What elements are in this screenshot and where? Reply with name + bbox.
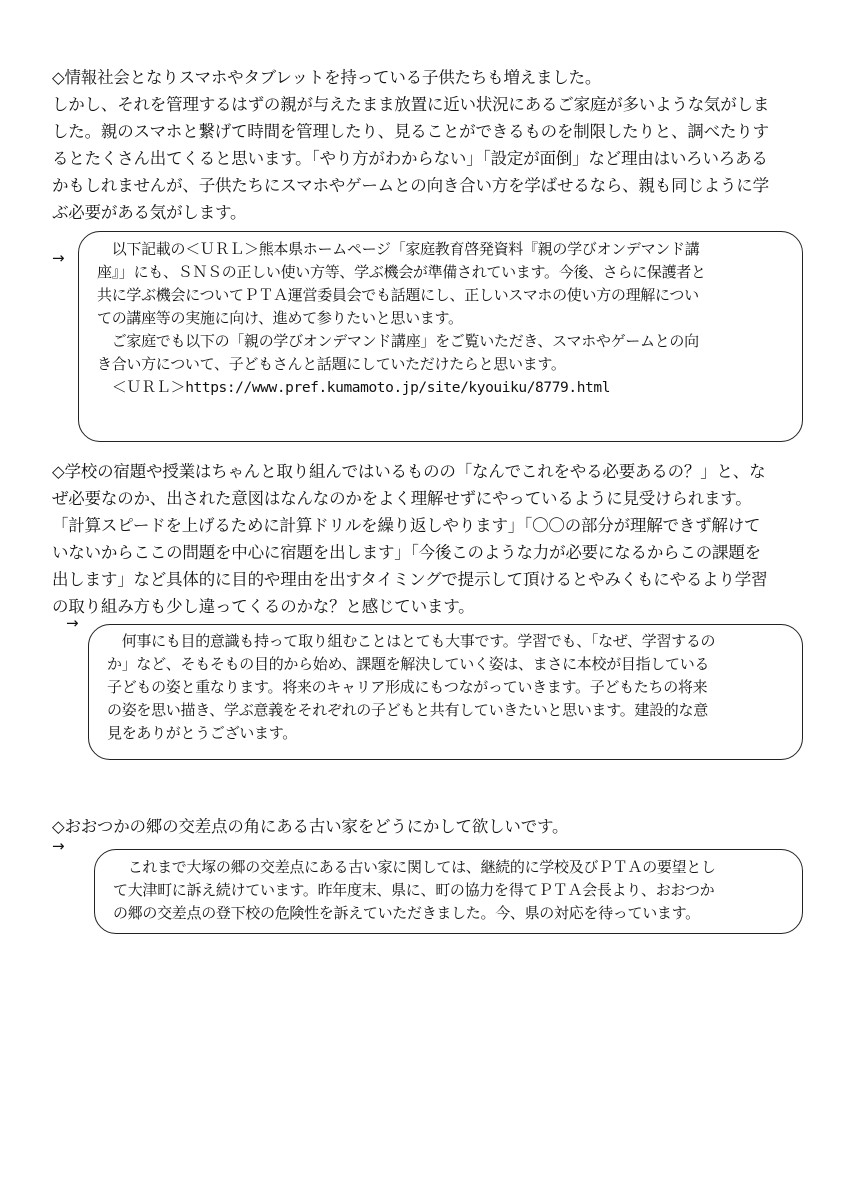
question-line: の取り組み方も少し違ってくるのかな？と感じています。	[52, 597, 475, 616]
question-line: 「計算スピードを上げるために計算ドリルを繰り返しやります」「〇〇の部分が理解できず解けて	[52, 516, 761, 535]
answer-line: これまで大塚の郷の交差点にある古い家に関しては、継続的に学校及びＰＴＡの要望とし	[113, 858, 716, 876]
answer-line: 何事にも目的意識も持って取り組むことはとても大事です。学習でも、「なぜ、学習するの	[107, 632, 716, 650]
question-line: 出します」など具体的に目的や理由を出すタイミングで提示して頂けるとやみくもにやるより学習	[52, 570, 768, 589]
question-line: ◇おおつかの郷の交差点の角にある古い家をどうにかして欲しいです。	[52, 817, 569, 836]
question-line: いないからここの問題を中心に宿題を出します」「今後このような力が必要になるからこの課題を	[52, 543, 761, 562]
question-2	[52, 458, 802, 620]
answer-line: ての講座等の実施に向け、進めて参りたいと思います。	[97, 309, 463, 327]
url-label: ＜ＵＲＬ＞	[97, 378, 186, 396]
url-link[interactable]: https://www.pref.kumamoto.jp/site/kyouiku/8779.html	[185, 380, 611, 396]
question-line: した。親のスマホと繋げて時間を管理したり、見ることができるものを制限したりと、調べたりす	[52, 122, 769, 141]
arrow-icon: →	[66, 614, 79, 632]
question-line: ぜ必要なのか、出された意図はなんなのかをよく理解せずにやっているように見受けられます。	[52, 489, 752, 508]
url-line	[97, 376, 706, 400]
answer-box-3	[94, 849, 803, 934]
question-1	[52, 64, 802, 226]
answer-box-1	[78, 231, 803, 442]
question-line: るとたくさん出てくると思います。「やり方がわからない」「設定が面倒」など理由はいろいろある	[52, 149, 768, 168]
answer-box-2	[88, 624, 803, 760]
answer-line: か」など、そもそもの目的から始め、課題を解決していく姿は、まさに本校が目指している	[107, 655, 710, 673]
answer-line: 座』」にも、ＳＮＳの正しい使い方等、学ぶ機会が準備されています。今後、さらに保護者と	[97, 263, 706, 281]
question-line: ◇学校の宿題や授業はちゃんと取り組んではいるものの「なんでこれをやる必要あるの？」と、な	[52, 462, 766, 481]
question-line: ぶ必要がある気がします。	[52, 203, 247, 222]
answer-line: き合い方について、子どもさんと話題にしていただけたらと思います。	[97, 355, 566, 373]
arrow-icon: →	[52, 249, 65, 267]
answer-line: ご家庭でも以下の「親の学びオンデマンド講座」をご覧いただき、スマホやゲームとの向	[97, 332, 699, 350]
answer-line: 子どもの姿と重なります。将来のキャリア形成にもつながっていきます。子どもたちの将来	[107, 678, 708, 696]
answer-line: の郷の交差点の登下校の危険性を訴えていただきました。今、県の対応を待っています。	[113, 904, 700, 922]
answer-line: 見をありがとうございます。	[107, 724, 297, 742]
answer-line: 共に学ぶ機会についてＰＴＡ運営委員会でも話題にし、正しいスマホの使い方の理解につい	[97, 286, 699, 304]
arrow-icon: →	[52, 837, 65, 855]
question-line: かもしれませんが、子供たちにスマホやゲームとの向き合い方を学ばせるなら、親も同じように学	[52, 176, 769, 195]
answer-line: 以下記載の＜ＵＲＬ＞熊本県ホームページ「家庭教育啓発資料『親の学びオンデマンド講	[97, 240, 700, 258]
answer-line: て大津町に訴え続けています。昨年度末、県に、町の協力を得てＰＴＡ会長より、おおつか	[113, 881, 715, 899]
question-line: しかし、それを管理するはずの親が与えたまま放置に近い状況にあるご家庭が多いような気がしま	[52, 95, 770, 114]
question-3	[52, 813, 802, 840]
question-line: ◇情報社会となりスマホやタブレットを持っている子供たちも増えました。	[52, 68, 602, 87]
answer-line: の姿を思い描き、学ぶ意義をそれぞれの子どもと共有していきたいと思います。建設的な意	[107, 701, 708, 719]
